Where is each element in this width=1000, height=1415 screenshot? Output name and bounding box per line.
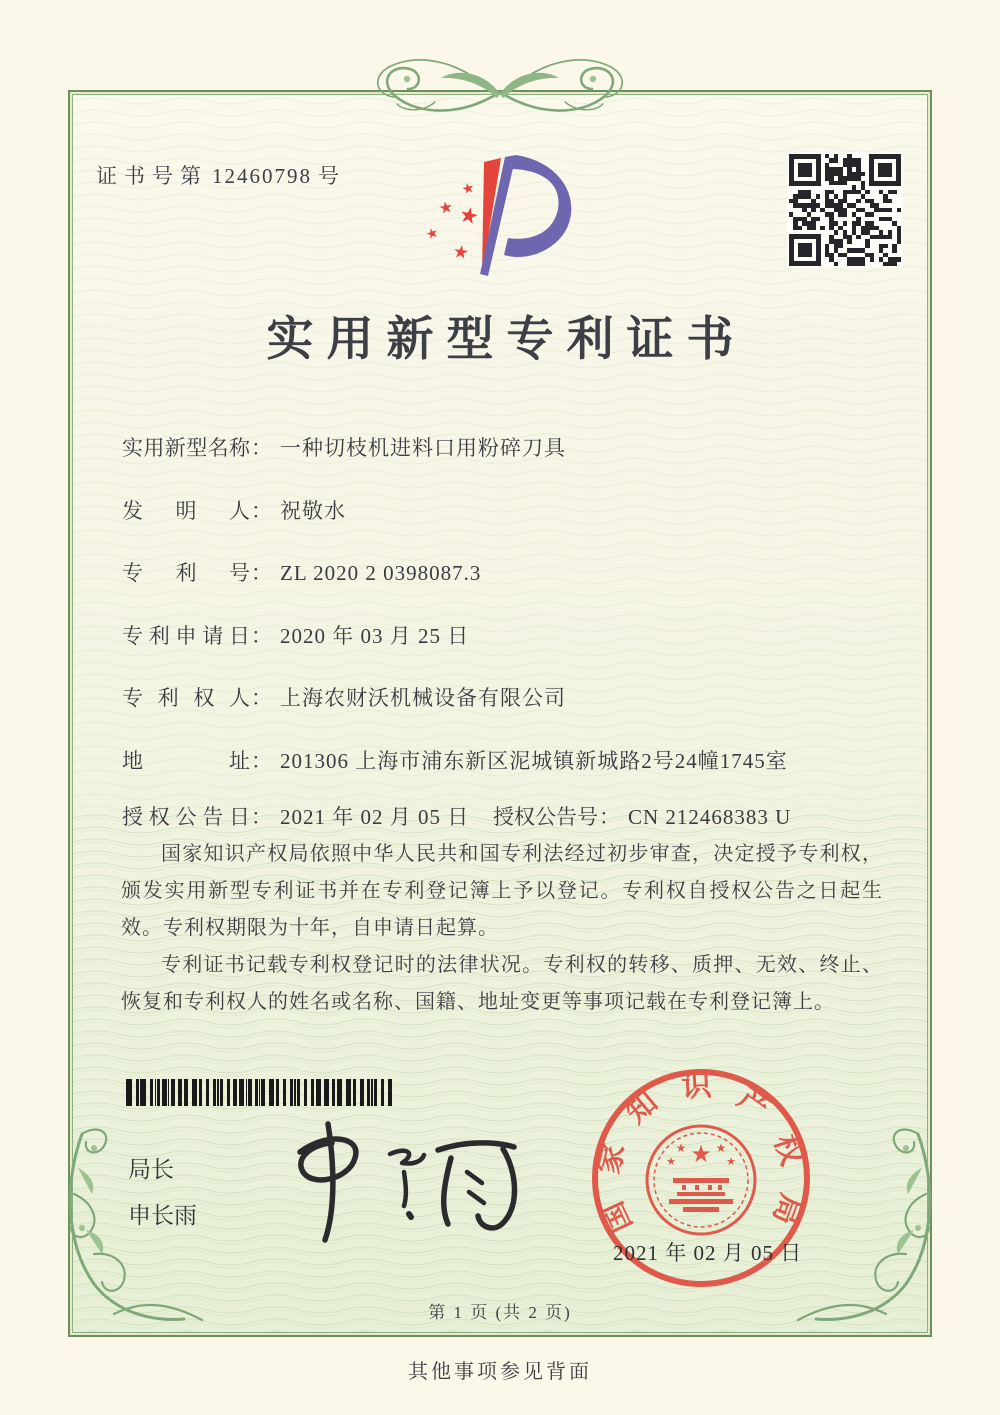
certificate-number (96, 160, 339, 190)
logo-purple-bowl (504, 155, 571, 257)
page-title: 实用新型专利证书 (266, 314, 747, 366)
field-label: 地址 (122, 749, 250, 773)
field-colon: ： (251, 624, 272, 648)
field-row-filing-date (122, 620, 469, 650)
field-value: ZL 2020 2 0398087.3 (280, 561, 482, 585)
director-signature (272, 1112, 522, 1247)
field-value: 201306 上海市浦东新区泥城镇新城路2号24幢1745室 (280, 749, 788, 773)
svg-text:★: ★ (460, 179, 477, 199)
svg-text:★: ★ (715, 1141, 727, 1155)
director-block (128, 1146, 197, 1238)
qr-finder-icon (789, 234, 821, 266)
certificate-number-value: 12460798 (212, 164, 312, 188)
field-label: 发明人 (122, 499, 250, 523)
field-colon: ： (251, 499, 272, 523)
back-note: 其他事项参见背面 (408, 1361, 592, 1383)
field-label: 专利号 (122, 561, 250, 585)
national-emblem (647, 1126, 755, 1234)
svg-text:产: 产 (731, 1081, 776, 1126)
field-row-name (122, 432, 566, 462)
grant-number-group (493, 801, 791, 831)
legal-text (121, 836, 883, 1021)
field-label: 专利申请日 (122, 624, 250, 648)
svg-text:★: ★ (456, 202, 482, 231)
seal-date: 2021 年 02 月 05 日 (613, 1241, 803, 1265)
field-row-inventor (122, 495, 346, 525)
field-row-patentee (122, 682, 566, 712)
svg-text:家: 家 (592, 1140, 632, 1178)
field-label: 实用新型名称 (122, 436, 250, 460)
field-colon: ： (251, 805, 272, 829)
page-number: 第 1 页 (共 2 页) (428, 1303, 572, 1322)
field-value: 上海农财沃机械设备有限公司 (280, 686, 566, 710)
svg-text:知: 知 (619, 1085, 664, 1131)
emblem-stars (666, 1140, 736, 1168)
svg-text:局: 局 (766, 1189, 808, 1229)
field-label: 专利权人 (122, 686, 250, 710)
svg-text:识: 识 (680, 1069, 713, 1104)
field-colon: ： (251, 686, 272, 710)
svg-text:权: 权 (767, 1130, 809, 1170)
field-row-grant (122, 801, 792, 831)
svg-text:★: ★ (675, 1141, 687, 1155)
grant-number-value: CN 212468383 U (628, 805, 792, 829)
field-value: 祝敬水 (280, 499, 346, 523)
certificate-number-prefix: 证书号第 (96, 164, 208, 188)
qr-finder-icon (869, 154, 901, 186)
field-value: 一种切枝机进料口用粉碎刀具 (280, 436, 566, 460)
field-row-address (122, 745, 788, 775)
field-colon: ： (251, 436, 272, 460)
field-colon: ： (251, 561, 272, 585)
svg-text:★: ★ (666, 1155, 676, 1168)
legal-paragraph: 专利证书记载专利权登记时的法律状况。专利权的转移、质押、无效、终止、恢复和专利权人的姓名或名称、国籍、地址变更等事项记载在专利登记簿上。 (121, 954, 883, 1013)
svg-text:★: ★ (726, 1155, 736, 1168)
director-name: 申长雨 (128, 1202, 197, 1228)
grant-date-value: 2021 年 02 月 05 日 (280, 805, 470, 829)
svg-text:★: ★ (690, 1140, 712, 1168)
svg-text:★: ★ (423, 224, 441, 244)
qr-code (787, 152, 903, 268)
field-colon: ： (599, 805, 620, 829)
legal-paragraph: 国家知识产权局依照中华人民共和国专利法经过初步审查，决定授予专利权，颁发实用新型专利证书并在专利登记簿上予以登记。专利权自授权公告之日起生效。专利权期限为十年，自申请日起算。 (121, 843, 883, 939)
certificate-number-suffix: 号 (318, 164, 339, 188)
svg-text:国: 国 (596, 1196, 639, 1238)
field-label: 授权公告日 (122, 805, 250, 829)
director-title: 局长 (128, 1156, 174, 1182)
field-value: 2020 年 03 月 25 日 (280, 624, 470, 648)
barcode (126, 1079, 392, 1106)
svg-text:★: ★ (451, 240, 471, 265)
field-label: 授权公告号 (493, 805, 598, 829)
field-row-patent-number (122, 557, 481, 587)
field-colon: ： (251, 749, 272, 773)
svg-text:★: ★ (437, 196, 455, 219)
logo-stars (424, 180, 481, 264)
cnipa-logo (418, 142, 588, 300)
qr-finder-icon (789, 154, 821, 186)
top-ornament (335, 46, 665, 130)
